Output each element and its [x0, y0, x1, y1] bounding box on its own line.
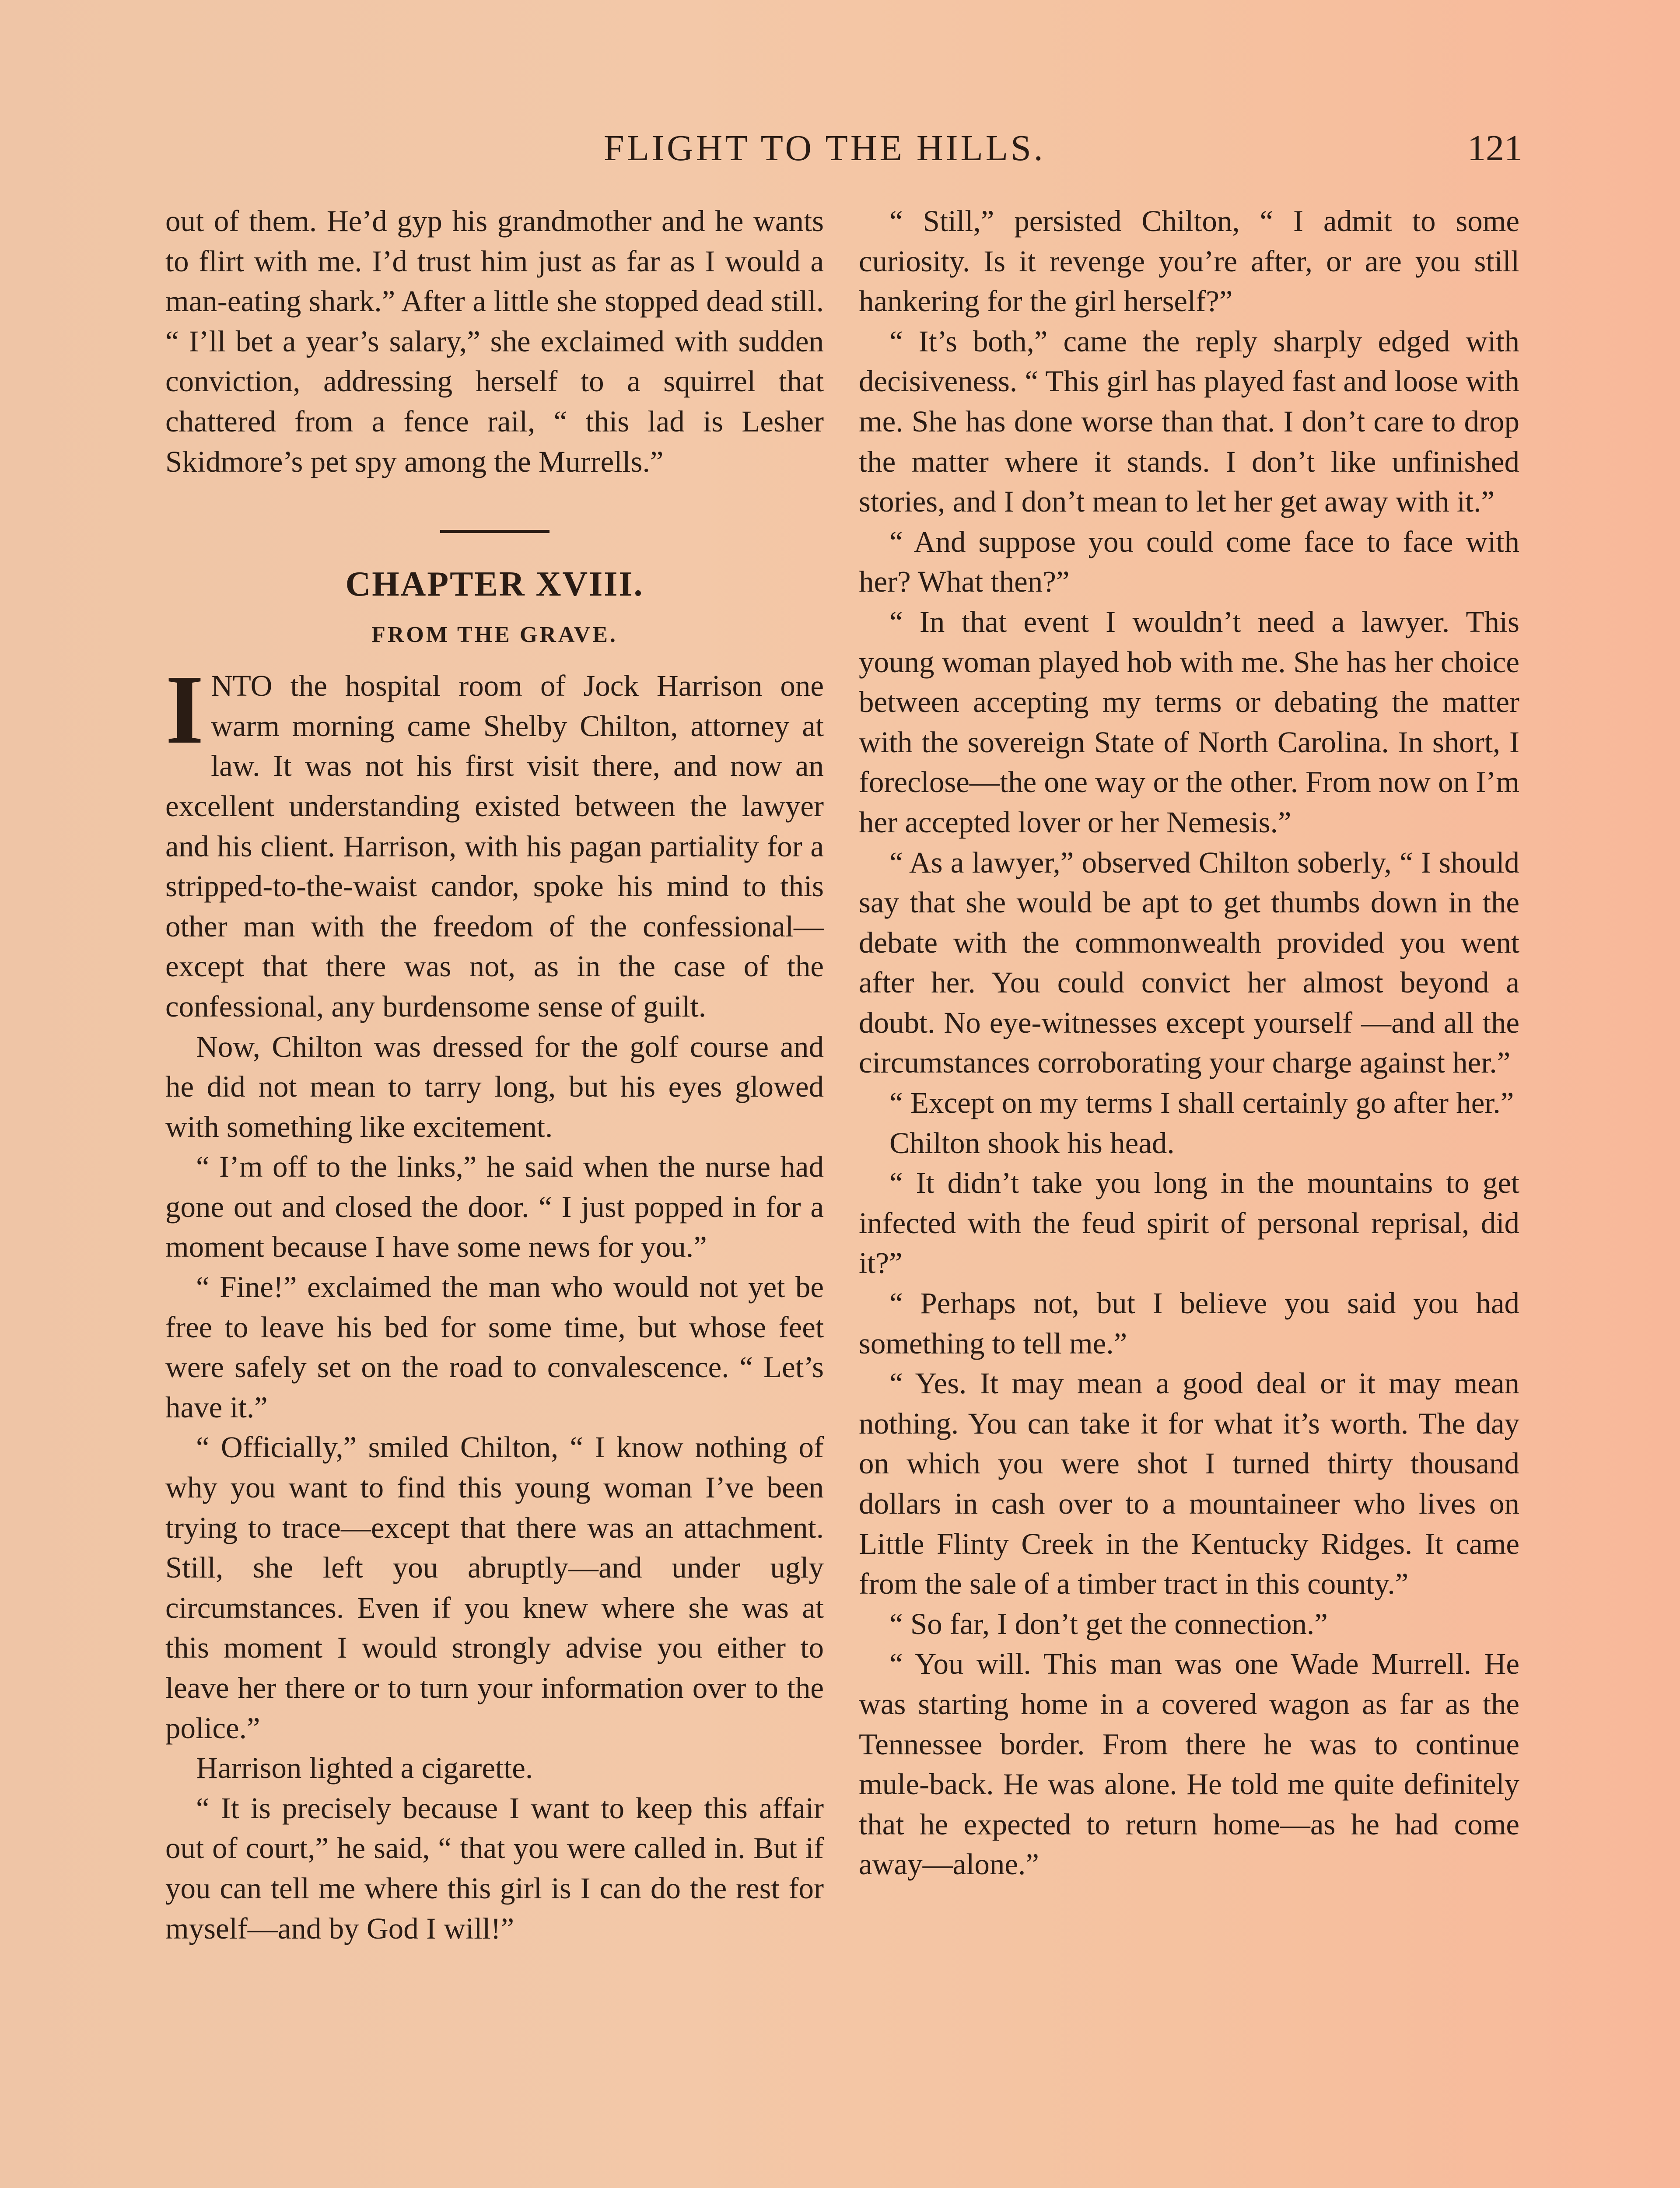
paragraph: “ In that event I wouldn’t need a lawyer. This young woman played hob with me. She has her choice between accepting my terms or debating the matter with the sovereign State of North Carolina. In short, I foreclose—the one way or the other. From now on I’m her accepted lover or her Nemesis.”: [859, 605, 1519, 839]
paragraph: “ You will. This man was one Wade Murrell. He was starting home in a covered wagon as far as the Tennessee border. From there he was to continue mule-back. He was alone. He told me quite definitely that he expected to return home—as he had come away—alone.”: [859, 1647, 1519, 1881]
chapter-title: CHAPTER XVIII.: [345, 565, 644, 604]
paragraph: “ As a lawyer,” observed Chilton soberly, “ I should say that she would be apt to get thumbs down in the debate with the commonwealth provided you went after her. You could convict her almost beyond a doubt. No eye-witnesses except yourself —and all the circumstances corroborating your charge against her.”: [859, 845, 1519, 1080]
page-number: 121: [1467, 128, 1522, 168]
page-header: [166, 127, 1522, 175]
paragraph: “ It is precisely because I want to keep this affair out of court,” he said, “ that you were called in. But if you can tell me where this girl is I can do the rest for myself—and by God I will!”: [165, 1791, 824, 1945]
left-column: [165, 201, 824, 1949]
paragraph: “ Yes. It may mean a good deal or it may mean nothing. You can take it for what it’s worth. The day on which you were shot I turned thirty thousand dollars in cash over to a mountaineer who lives on Little Flinty Creek in the Kentucky Ridges. It came from the sale of a timber tract in this county.”: [859, 1367, 1519, 1601]
drop-cap: I: [165, 655, 204, 764]
opening-paragraph-text: NTO the hospital room of Jock Harrison one warm morning came Shelby Chilton, attorney at law. It was not his first visit there, and now an excellent understanding existed between the lawyer and his client. Harrison, with his pagan partiality for a stripped-to-the-waist candor, spoke his mind to this other man with the freedom of the confessional—except that there was not, as in the case of the confessional, any burdensome sense of guilt.: [165, 669, 824, 1023]
paragraph: Harrison lighted a cigarette.: [196, 1751, 533, 1785]
paragraph: “ Officially,” smiled Chilton, “ I know nothing of why you want to find this young woman I’ve been trying to trace—except that there was an attachment. Still, she left you abruptly—and under ugly circumstances. Even if you knew where she was at this moment I would strongly advise you either to leave her there or to turn your information over to the police.”: [165, 1431, 824, 1745]
paragraph: “ Except on my terms I shall certainly go after her.”: [889, 1086, 1514, 1120]
paragraph: “ It’s both,” came the reply sharply edged with decisiveness. “ This girl has played fast and loose with me. She has done worse than that. I don’t care to drop the matter where it stands. I don’t like unfinished stories, and I don’t mean to let her get away with it.”: [859, 324, 1519, 519]
chapter-subtitle: FROM THE GRAVE.: [371, 622, 618, 648]
paragraph: Now, Chilton was dressed for the golf course and he did not mean to tarry long, but his eyes glowed with something like excitement.: [165, 1030, 824, 1143]
paragraph: Chilton shook his head.: [889, 1126, 1175, 1160]
paragraph: “ Perhaps not, but I believe you said you had something to tell me.”: [859, 1287, 1519, 1360]
paragraph: “ I’m off to the links,” he said when the nurse had gone out and closed the door. “ I just popped in for a moment because I have some news for you.”: [165, 1150, 824, 1264]
paragraph: “ Fine!” exclaimed the man who would not yet be free to leave his bed for some time, but whose feet were safely set on the road to convalescence. “ Let’s have it.”: [165, 1270, 824, 1424]
paragraph: “ And suppose you could come face to face with her? What then?”: [859, 525, 1519, 599]
opening-paragraph: [165, 655, 824, 1027]
paragraph: “ So far, I don’t get the connection.”: [889, 1607, 1328, 1641]
running-head: FLIGHT TO THE HILLS.: [604, 128, 1046, 168]
paragraph: “ It didn’t take you long in the mountains to get infected with the feud spirit of personal reprisal, did it?”: [859, 1166, 1519, 1280]
paragraph: “ Still,” persisted Chilton, “ I admit to some curiosity. Is it revenge you’re after, or are you still hankering for the girl herself?”: [859, 204, 1519, 318]
continued-paragraph: out of them. He’d gyp his grandmother and he wants to flirt with me. I’d trust him just as far as I would a man-eating shark.” After a little she stopped dead still. “ I’ll bet a year’s salary,” she exclaimed with sudden conviction, addressing herself to a squirrel that chattered from a fence rail, “ this lad is Lesher Skidmore’s pet spy among the Murrells.”: [165, 204, 824, 478]
right-column: [859, 201, 1519, 1885]
section-divider: [440, 530, 550, 533]
